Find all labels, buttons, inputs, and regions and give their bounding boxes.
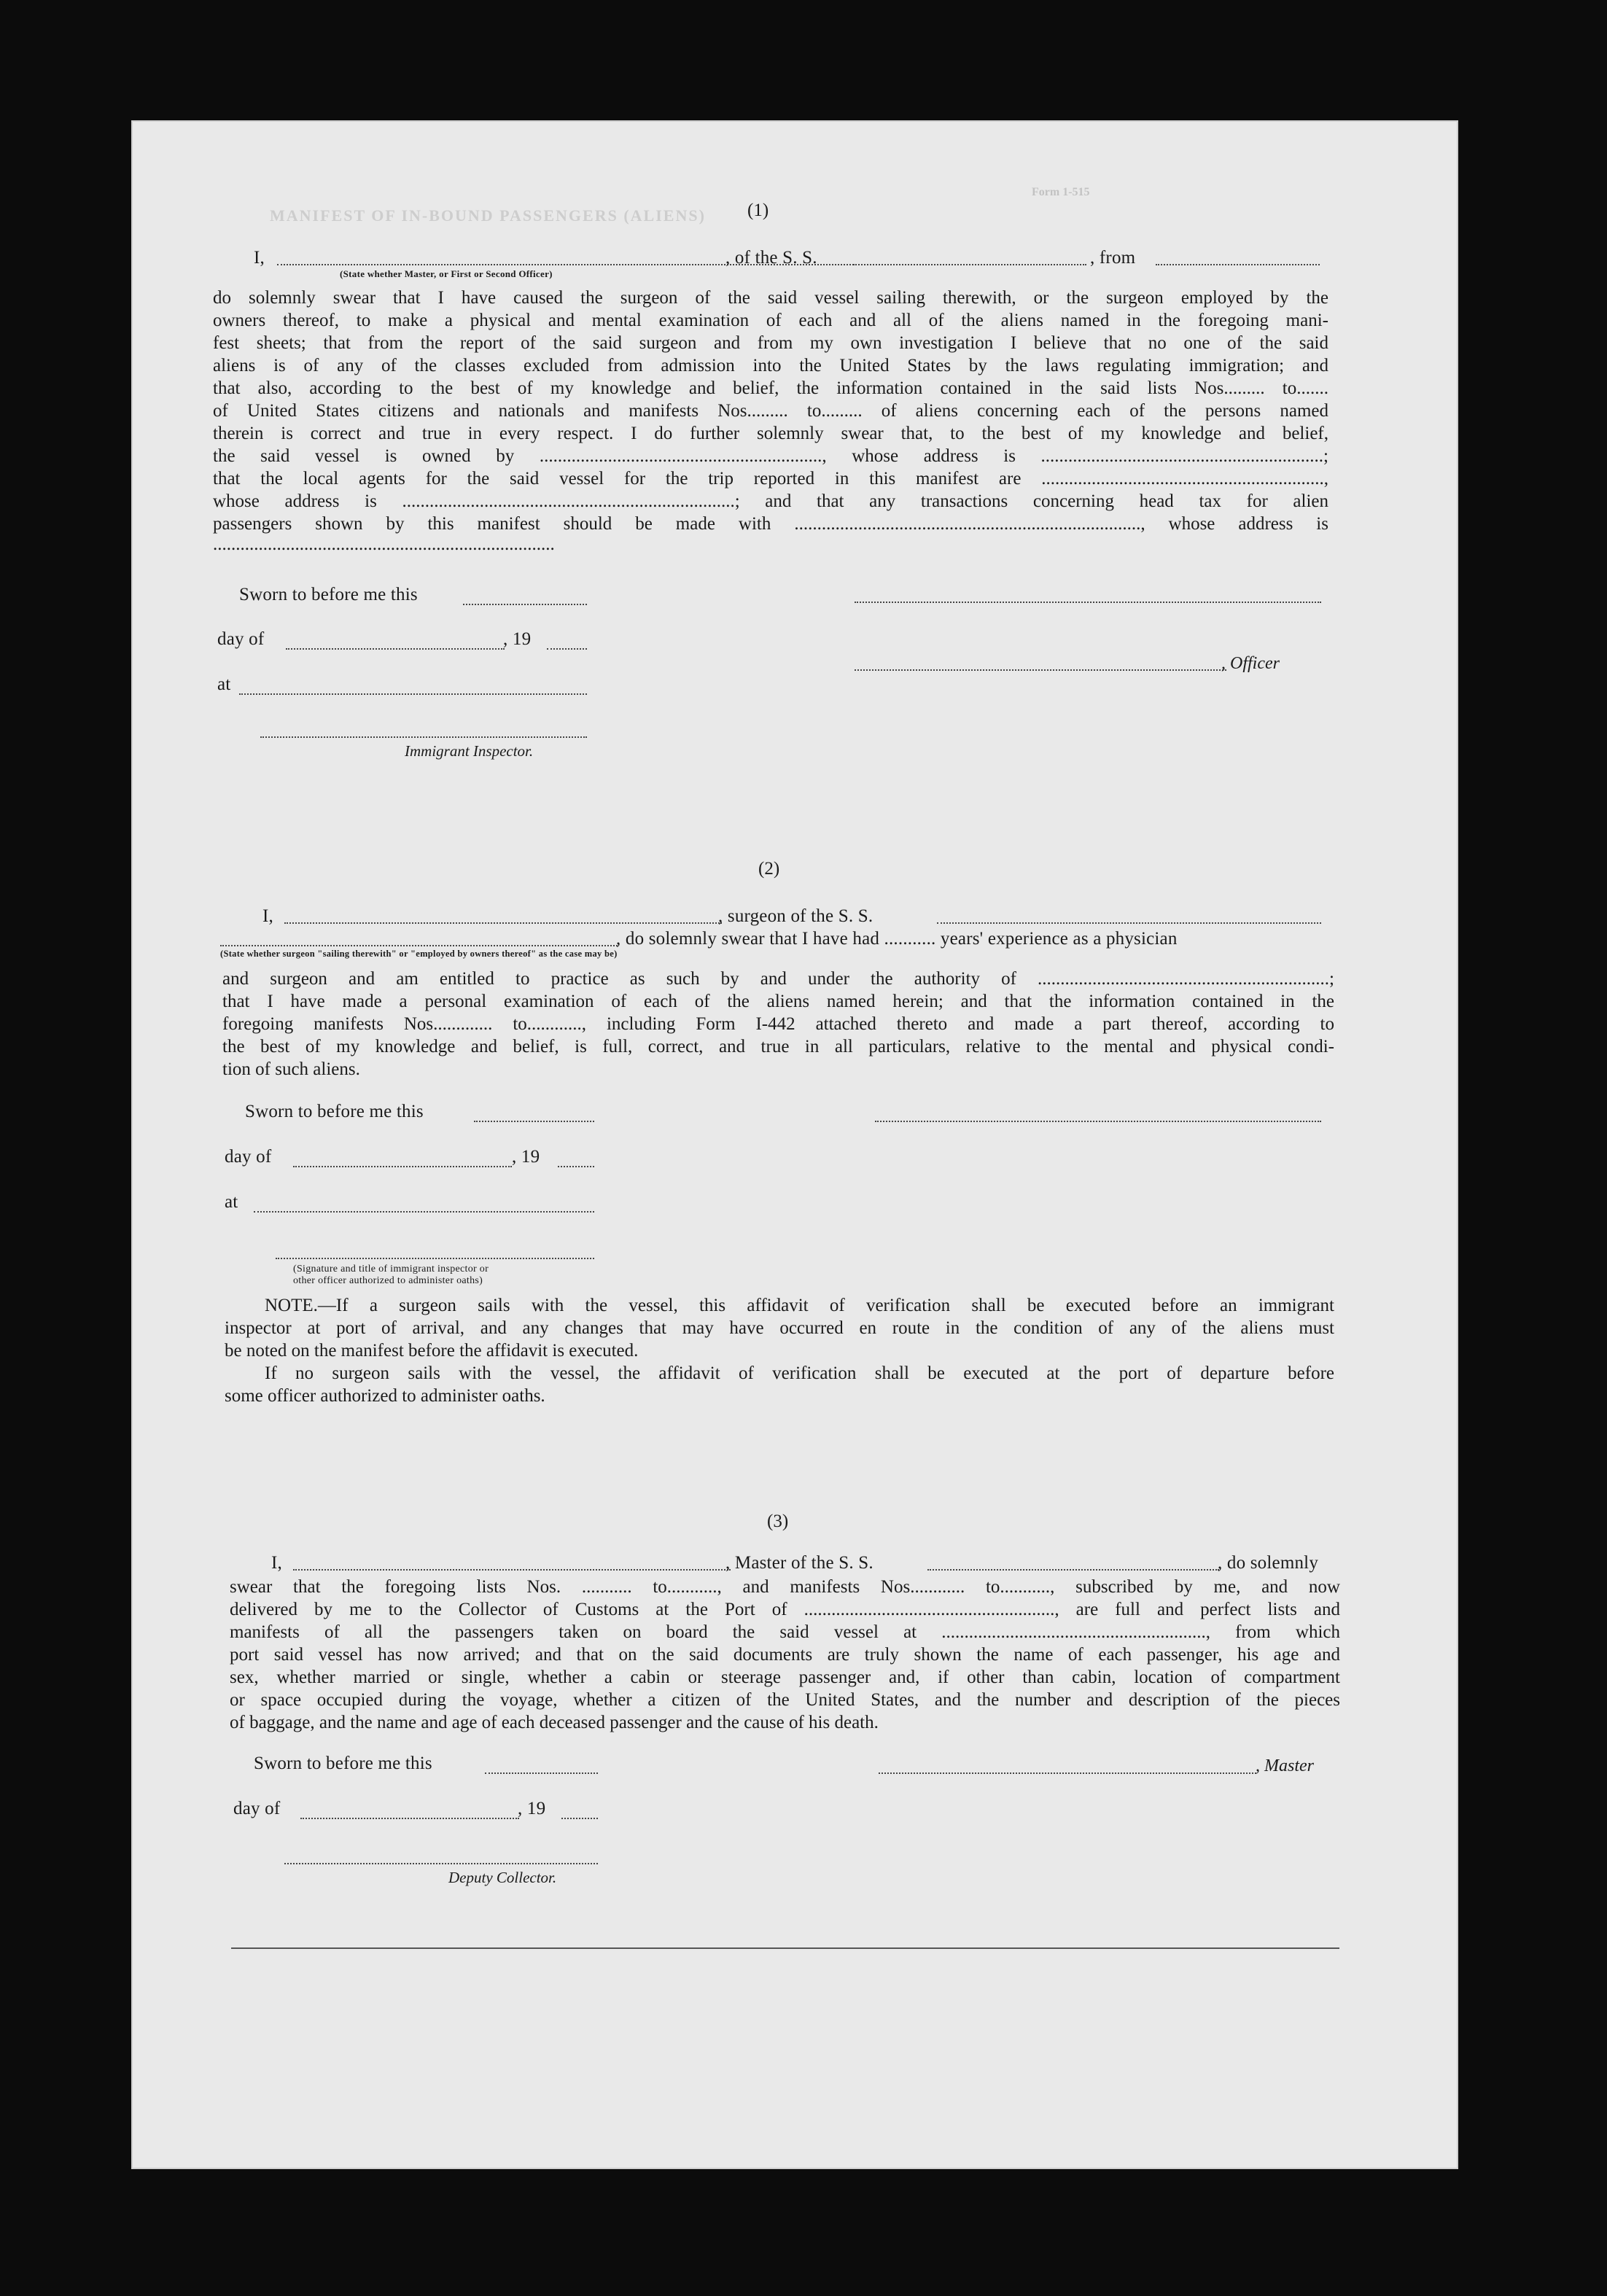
note-line: some officer authorized to administer oaths. [225, 1386, 545, 1406]
note-line: If no surgeon sails with the vessel, the affidavit of verification shall be executed at the port of departure before [265, 1363, 1334, 1383]
s1-dayof-label: day of [217, 629, 265, 649]
bleed-through-heading: MANIFEST OF IN-BOUND PASSENGERS (ALIENS) [270, 206, 706, 225]
s2-body-line: tion of such aliens. [222, 1059, 360, 1079]
s3-body-line: or space occupied during the voyage, whether a citizen of the United States, and the number and description of the pieces [230, 1690, 1340, 1710]
s2-sworn-date-field[interactable] [474, 1121, 594, 1122]
s2-sworn-label: Sworn to before me this [245, 1102, 424, 1121]
s2-dayof-label: day of [225, 1147, 272, 1167]
section-1-number: (1) [747, 201, 769, 220]
s1-caption: (State whether Master, or First or Second Officer) [340, 268, 553, 279]
s3-sworn-label: Sworn to before me this [254, 1754, 432, 1773]
s1-body-line: do solemnly swear that I have caused the surgeon of the said vessel sailing therewith, or the surgeon employed by the [213, 288, 1328, 308]
s3-line1-ship: , Master of the S. S. [725, 1553, 873, 1573]
s1-day-field[interactable] [286, 648, 505, 650]
section-2-number: (2) [758, 859, 780, 879]
s2-inspector-signature-field[interactable] [276, 1258, 594, 1259]
s1-inspector-label: Immigrant Inspector. [405, 742, 534, 760]
s3-sworn-date-field[interactable] [485, 1772, 598, 1774]
section-3-number: (3) [767, 1511, 789, 1531]
s2-at-place-field[interactable] [254, 1211, 594, 1213]
s2-sig-caption-1: (Signature and title of immigrant inspector or [293, 1264, 489, 1275]
s2-at-label: at [225, 1192, 238, 1212]
s1-year-label: , 19 [503, 629, 532, 649]
s1-officer-title-field[interactable] [855, 669, 1226, 671]
s1-body-line: the said vessel is owned by .............................................................., whose address is ..............................................................; [213, 446, 1328, 466]
s3-line1-i: I, [271, 1553, 282, 1573]
s3-collector-signature-field[interactable] [284, 1863, 598, 1864]
s3-deputy-label: Deputy Collector. [448, 1869, 557, 1886]
s1-at-label: at [217, 674, 231, 694]
s1-officer-signature-field[interactable] [855, 602, 1321, 603]
bleed-through-form-number: Form 1-515 [1032, 186, 1090, 198]
s2-year-label: , 19 [512, 1147, 540, 1167]
surgeon-status-field[interactable] [220, 945, 618, 946]
surgeon-name-field[interactable] [284, 922, 722, 924]
s1-body-line: that also, according to the best of my knowledge and belief, the information contained in the said lists Nos......... to....... [213, 378, 1328, 398]
s3-body-line: of baggage, and the name and age of each deceased passenger and the cause of his death. [230, 1713, 879, 1732]
s3-master-signature-field[interactable] [879, 1772, 1256, 1774]
s3-year-label: , 19 [518, 1799, 546, 1818]
s1-body-line: ........................................................................... [213, 534, 555, 554]
s1-body-line: therein is correct and true in every respect. I do further solemnly swear that, to the best of my knowledge and belief, [213, 424, 1328, 443]
document-page [131, 120, 1458, 2169]
s1-sworn-label: Sworn to before me this [239, 585, 418, 604]
s2-line2: , do solemnly swear that I have had ........... years' experience as a physician [616, 929, 1178, 949]
s3-body-line: manifests of all the passengers taken on board the said vessel at .........................................................., from which [230, 1622, 1340, 1642]
s2-body-line: foregoing manifests Nos............. to............, including Form I-442 attached thereto and made a part thereof, according to [222, 1014, 1334, 1034]
s3-master-name-field[interactable] [293, 1569, 731, 1571]
s3-master-label: , Master [1256, 1756, 1314, 1775]
s1-line1-i: I, [254, 248, 265, 268]
s1-body-line: whose address is .........................................................................; and that any transactions concerning head tax for alien [213, 491, 1328, 511]
s2-line1-i: I, [262, 906, 273, 926]
s2-line1-ship: , surgeon of the S. S. [718, 906, 873, 926]
note-line: NOTE.—If a surgeon sails with the vessel, this affidavit of verification shall be executed before an immigrant [265, 1296, 1334, 1315]
s1-body-line: aliens is of any of the classes excluded from admission into the United States by the laws regulating immigration; and [213, 356, 1328, 375]
s3-day-field[interactable] [300, 1818, 519, 1819]
note-line: inspector at port of arrival, and any changes that may have occurred en route in the condition of any of the aliens must [225, 1318, 1334, 1338]
s3-year-field[interactable] [561, 1818, 598, 1819]
s3-line1-solemnly: , do solemnly [1218, 1553, 1319, 1573]
s1-body-line: of United States citizens and nationals and manifests Nos......... to......... of aliens concerning each of the persons named [213, 401, 1328, 421]
s1-body-line: fest sheets; that from the report of the said surgeon and from my own investigation I believe that no one of the said [213, 333, 1328, 353]
bottom-rule [231, 1947, 1339, 1949]
s3-dayof-label: day of [233, 1799, 281, 1818]
s2-surgeon-signature-field[interactable] [875, 1121, 1321, 1122]
s1-line1-ship: , of the S. S. [725, 248, 817, 268]
departure-port-field[interactable] [1156, 264, 1320, 265]
note-line: be noted on the manifest before the affidavit is executed. [225, 1341, 639, 1361]
s2-year-field[interactable] [558, 1166, 594, 1167]
s2-body-line: that I have made a personal examination of each of the aliens named herein; and that the information contained in the [222, 992, 1334, 1011]
s1-body-line: passengers shown by this manifest should be made with ............................................................................, whose address is [213, 514, 1328, 534]
s1-body-line: owners thereof, to make a physical and mental examination of each and all of the aliens named in the foregoing mani- [213, 311, 1328, 330]
s2-ship-name-field[interactable] [937, 922, 1321, 924]
s3-body-line: port said vessel has now arrived; and that on the said documents are truly shown the name of each passenger, his age and [230, 1645, 1340, 1665]
s1-sworn-date-field[interactable] [463, 604, 587, 605]
s2-day-field[interactable] [293, 1166, 512, 1167]
s1-at-place-field[interactable] [239, 693, 587, 695]
s2-body-line: the best of my knowledge and belief, is full, correct, and true in all particulars, relative to the mental and physical condi- [222, 1037, 1334, 1056]
s1-inspector-signature-field[interactable] [260, 736, 587, 738]
s3-ship-name-field[interactable] [927, 1569, 1219, 1571]
s2-body-line: and surgeon and am entitled to practice as such by and under the authority of ................................................................; [222, 969, 1334, 989]
s1-officer-label: , Officer [1221, 654, 1280, 673]
s1-line1-from: , from [1090, 248, 1136, 268]
s3-body-line: delivered by me to the Collector of Customs at the Port of ......................................................., are full and perfect lists and [230, 1600, 1340, 1619]
s3-body-line: swear that the foregoing lists Nos. ........... to..........., and manifests Nos............ to..........., subscribed by me, and now [230, 1577, 1340, 1597]
s1-body-line: that the local agents for the said vessel for the trip reported in this manifest are .............................................................., [213, 469, 1328, 489]
ship-name-field[interactable] [853, 264, 1086, 265]
s2-caption: (State whether surgeon "sailing therewith" or "employed by owners thereof" as the case may be) [220, 949, 618, 959]
s3-body-line: sex, whether married or single, whether a cabin or steerage passenger and, if other than cabin, location of compartment [230, 1667, 1340, 1687]
s1-year-field[interactable] [547, 648, 587, 650]
s2-sig-caption-2: other officer authorized to administer oaths) [293, 1275, 483, 1286]
